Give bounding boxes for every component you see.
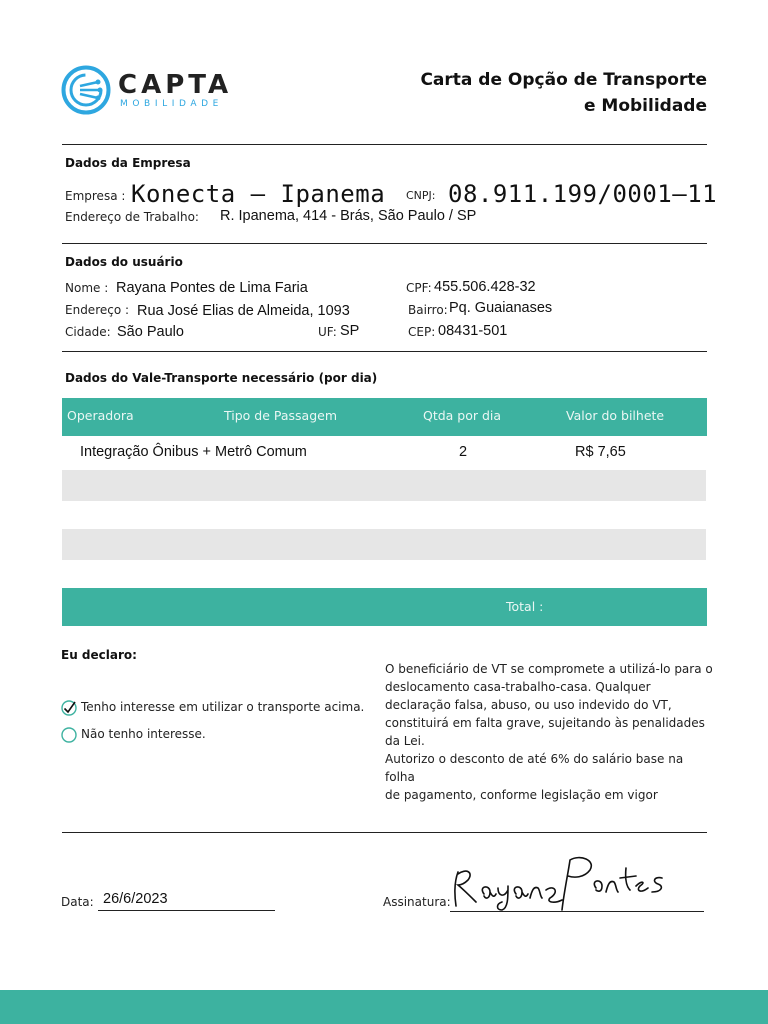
cpf-label: CPF: (406, 281, 432, 295)
table-header (62, 398, 707, 436)
nome-value: Rayana Pontes de Lima Faria (116, 280, 308, 296)
header-tipo-passagem: Tipo de Passagem (224, 408, 338, 423)
data-value[interactable]: 26/6/2023 (103, 891, 168, 907)
section-title-vale: Dados do Vale-Transporte necessário (por dia) (65, 371, 378, 385)
row-qtd: 2 (459, 444, 468, 460)
declaracao-line: O beneficiário de VT se compromete a utilizá-lo para o (385, 662, 713, 676)
divider (62, 351, 707, 352)
cnpj-label: CNPJ: (406, 189, 436, 202)
capta-logo-icon (60, 64, 112, 116)
endereco-value: Rua José Elias de Almeida, 1093 (137, 303, 350, 319)
nome-label: Nome : (65, 281, 109, 295)
divider (62, 243, 707, 244)
brand-sub: MOBILIDADE (120, 99, 223, 109)
declaracao-line: deslocamento casa-trabalho-casa. Qualquer (385, 680, 651, 694)
declaracao-line: declaração falsa, abuso, ou uso indevido do VT, (385, 698, 672, 712)
endereco-label: Endereço : (65, 303, 130, 317)
endereco-trabalho-value: R. Ipanema, 414 - Brás, São Paulo / SP (220, 208, 477, 224)
assinatura-underline (450, 911, 704, 912)
row-valor: R$ 7,65 (575, 444, 626, 460)
header-operadora: Operadora (67, 408, 134, 423)
declaracao-line: da Lei. (385, 734, 425, 748)
declaracao-line: de pagamento, conforme legislação em vigor (385, 788, 658, 802)
assinatura-label: Assinatura: (383, 895, 451, 909)
page-title (420, 67, 707, 119)
bairro-label: Bairro: (408, 303, 448, 317)
cidade-label: Cidade: (65, 325, 111, 339)
data-label: Data: (61, 895, 94, 909)
bairro-value: Pq. Guaianases (449, 300, 553, 316)
declaro-title: Eu declaro: (61, 648, 137, 662)
section-title-usuario: Dados do usuário (65, 255, 183, 269)
option-sem-interesse-label: Não tenho interesse. (81, 727, 206, 741)
total-label: Total : (506, 599, 544, 614)
declaracao-line: Autorizo o desconto de até 6% do salário base na folha (385, 752, 684, 784)
table-row (62, 436, 707, 470)
checkbox-checked-icon[interactable] (61, 700, 77, 716)
page-title-line2: e Mobilidade (583, 96, 707, 116)
cidade-value: São Paulo (117, 324, 184, 340)
section-title-empresa: Dados da Empresa (65, 156, 191, 170)
declaracao-line: constituirá em falta grave, sujeitando às penalidades (385, 716, 705, 730)
radio-empty-icon[interactable] (61, 727, 77, 743)
table-row (62, 529, 706, 560)
table-row (62, 470, 706, 501)
header-qtda-por-dia: Qtda por dia (423, 408, 502, 423)
cep-label: CEP: (408, 325, 436, 339)
data-underline (98, 910, 275, 911)
cpf-value: 455.506.428-32 (434, 279, 536, 295)
empresa-value: Konecta – Ipanema (131, 180, 386, 208)
declaracao-text (385, 660, 715, 804)
option-interesse-label: Tenho interesse em utilizar o transporte acima. (81, 700, 365, 714)
row-descricao: Integração Ônibus + Metrô Comum (80, 444, 307, 460)
page-title-line1: Carta de Opção de Transporte (420, 70, 707, 90)
divider (62, 832, 707, 833)
footer-bar (0, 990, 768, 1024)
table-total-row (62, 588, 707, 626)
divider (62, 144, 707, 145)
uf-label: UF: (318, 325, 337, 339)
signature-image (450, 852, 670, 912)
uf-value: SP (340, 323, 360, 339)
logo (60, 64, 235, 116)
brand-name: CAPTA (118, 70, 233, 100)
cep-value: 08431-501 (438, 323, 508, 339)
empresa-label: Empresa : (65, 189, 126, 203)
endereco-trabalho-label: Endereço de Trabalho: (65, 210, 199, 224)
header-valor-bilhete: Valor do bilhete (566, 408, 665, 423)
cnpj-value: 08.911.199/0001–11 (448, 180, 718, 208)
